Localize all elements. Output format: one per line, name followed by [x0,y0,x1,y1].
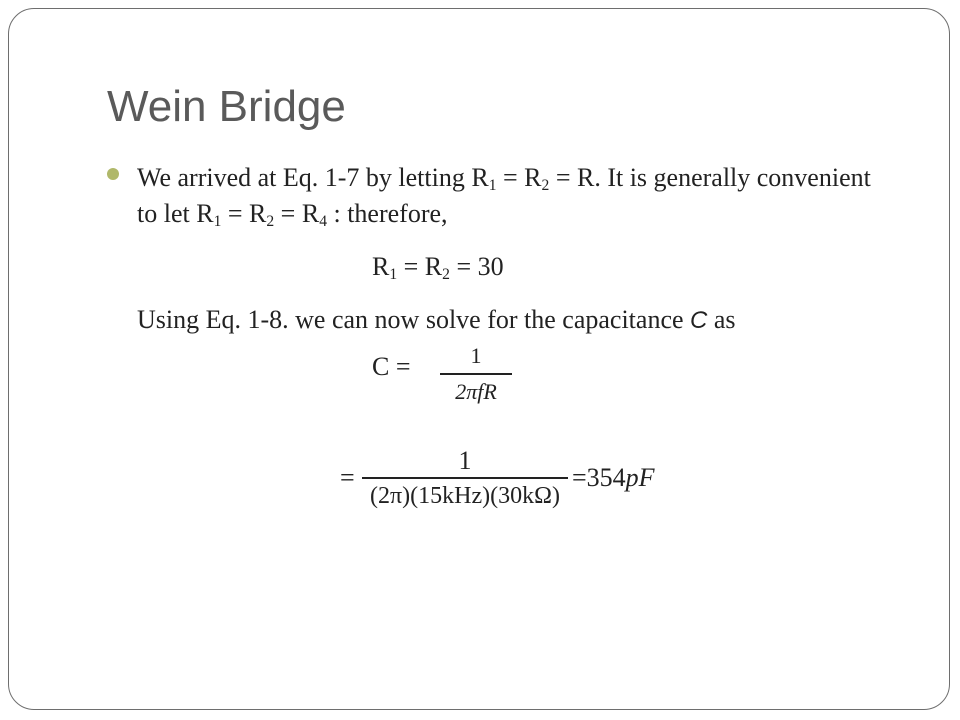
final-lhs: = [340,463,355,492]
final-numerator: 1 [458,446,472,475]
final-rhs-value: =354 [572,463,626,492]
bullet-text [137,160,897,232]
using-var: C [690,307,708,334]
bullet-sub3: 1 [213,212,222,230]
bullet-part5: = R [274,199,320,228]
bullet-sub2: 2 [541,176,550,194]
final-fraction [362,445,568,511]
using-tail: as [707,305,736,334]
eq-r-a: R [372,252,390,281]
bullet-icon [107,168,119,180]
c-fraction-denominator: 2πfR [455,378,497,404]
c-fraction-bar [440,373,512,375]
c-fraction-numerator: 1 [470,343,482,368]
bullet-part4: = R [221,199,267,228]
final-rhs [572,463,655,493]
final-rhs-unit: pF [625,463,655,492]
eq-r-mid: = R [397,252,443,281]
using-main: Using Eq. 1-8. we can now solve for the capacitance [137,305,691,334]
c-equation-label: C = [372,352,411,381]
bullet-sub4: 2 [266,212,275,230]
bullet-sub1: 1 [488,176,497,194]
bullet-part2: = R [496,163,542,192]
using-text [137,305,736,335]
bullet-part1: We arrived at Eq. 1-7 by letting R [137,163,489,192]
bullet-part3: = R. It is generally convenient to let R [137,163,871,228]
eq-r-end: = 30 [449,252,504,281]
bullet-sub5: 4 [319,212,327,230]
bullet-part6: : therefore, [326,199,448,228]
eq-r-sub-a: 1 [389,265,398,283]
resistor-equation [372,252,504,282]
eq-r-sub-b: 2 [442,265,450,283]
c-fraction [440,343,512,405]
final-fraction-bar [362,477,568,479]
slide-title: Wein Bridge [107,82,346,131]
final-denominator: (2π)(15kHz)(30kΩ) [370,482,560,509]
